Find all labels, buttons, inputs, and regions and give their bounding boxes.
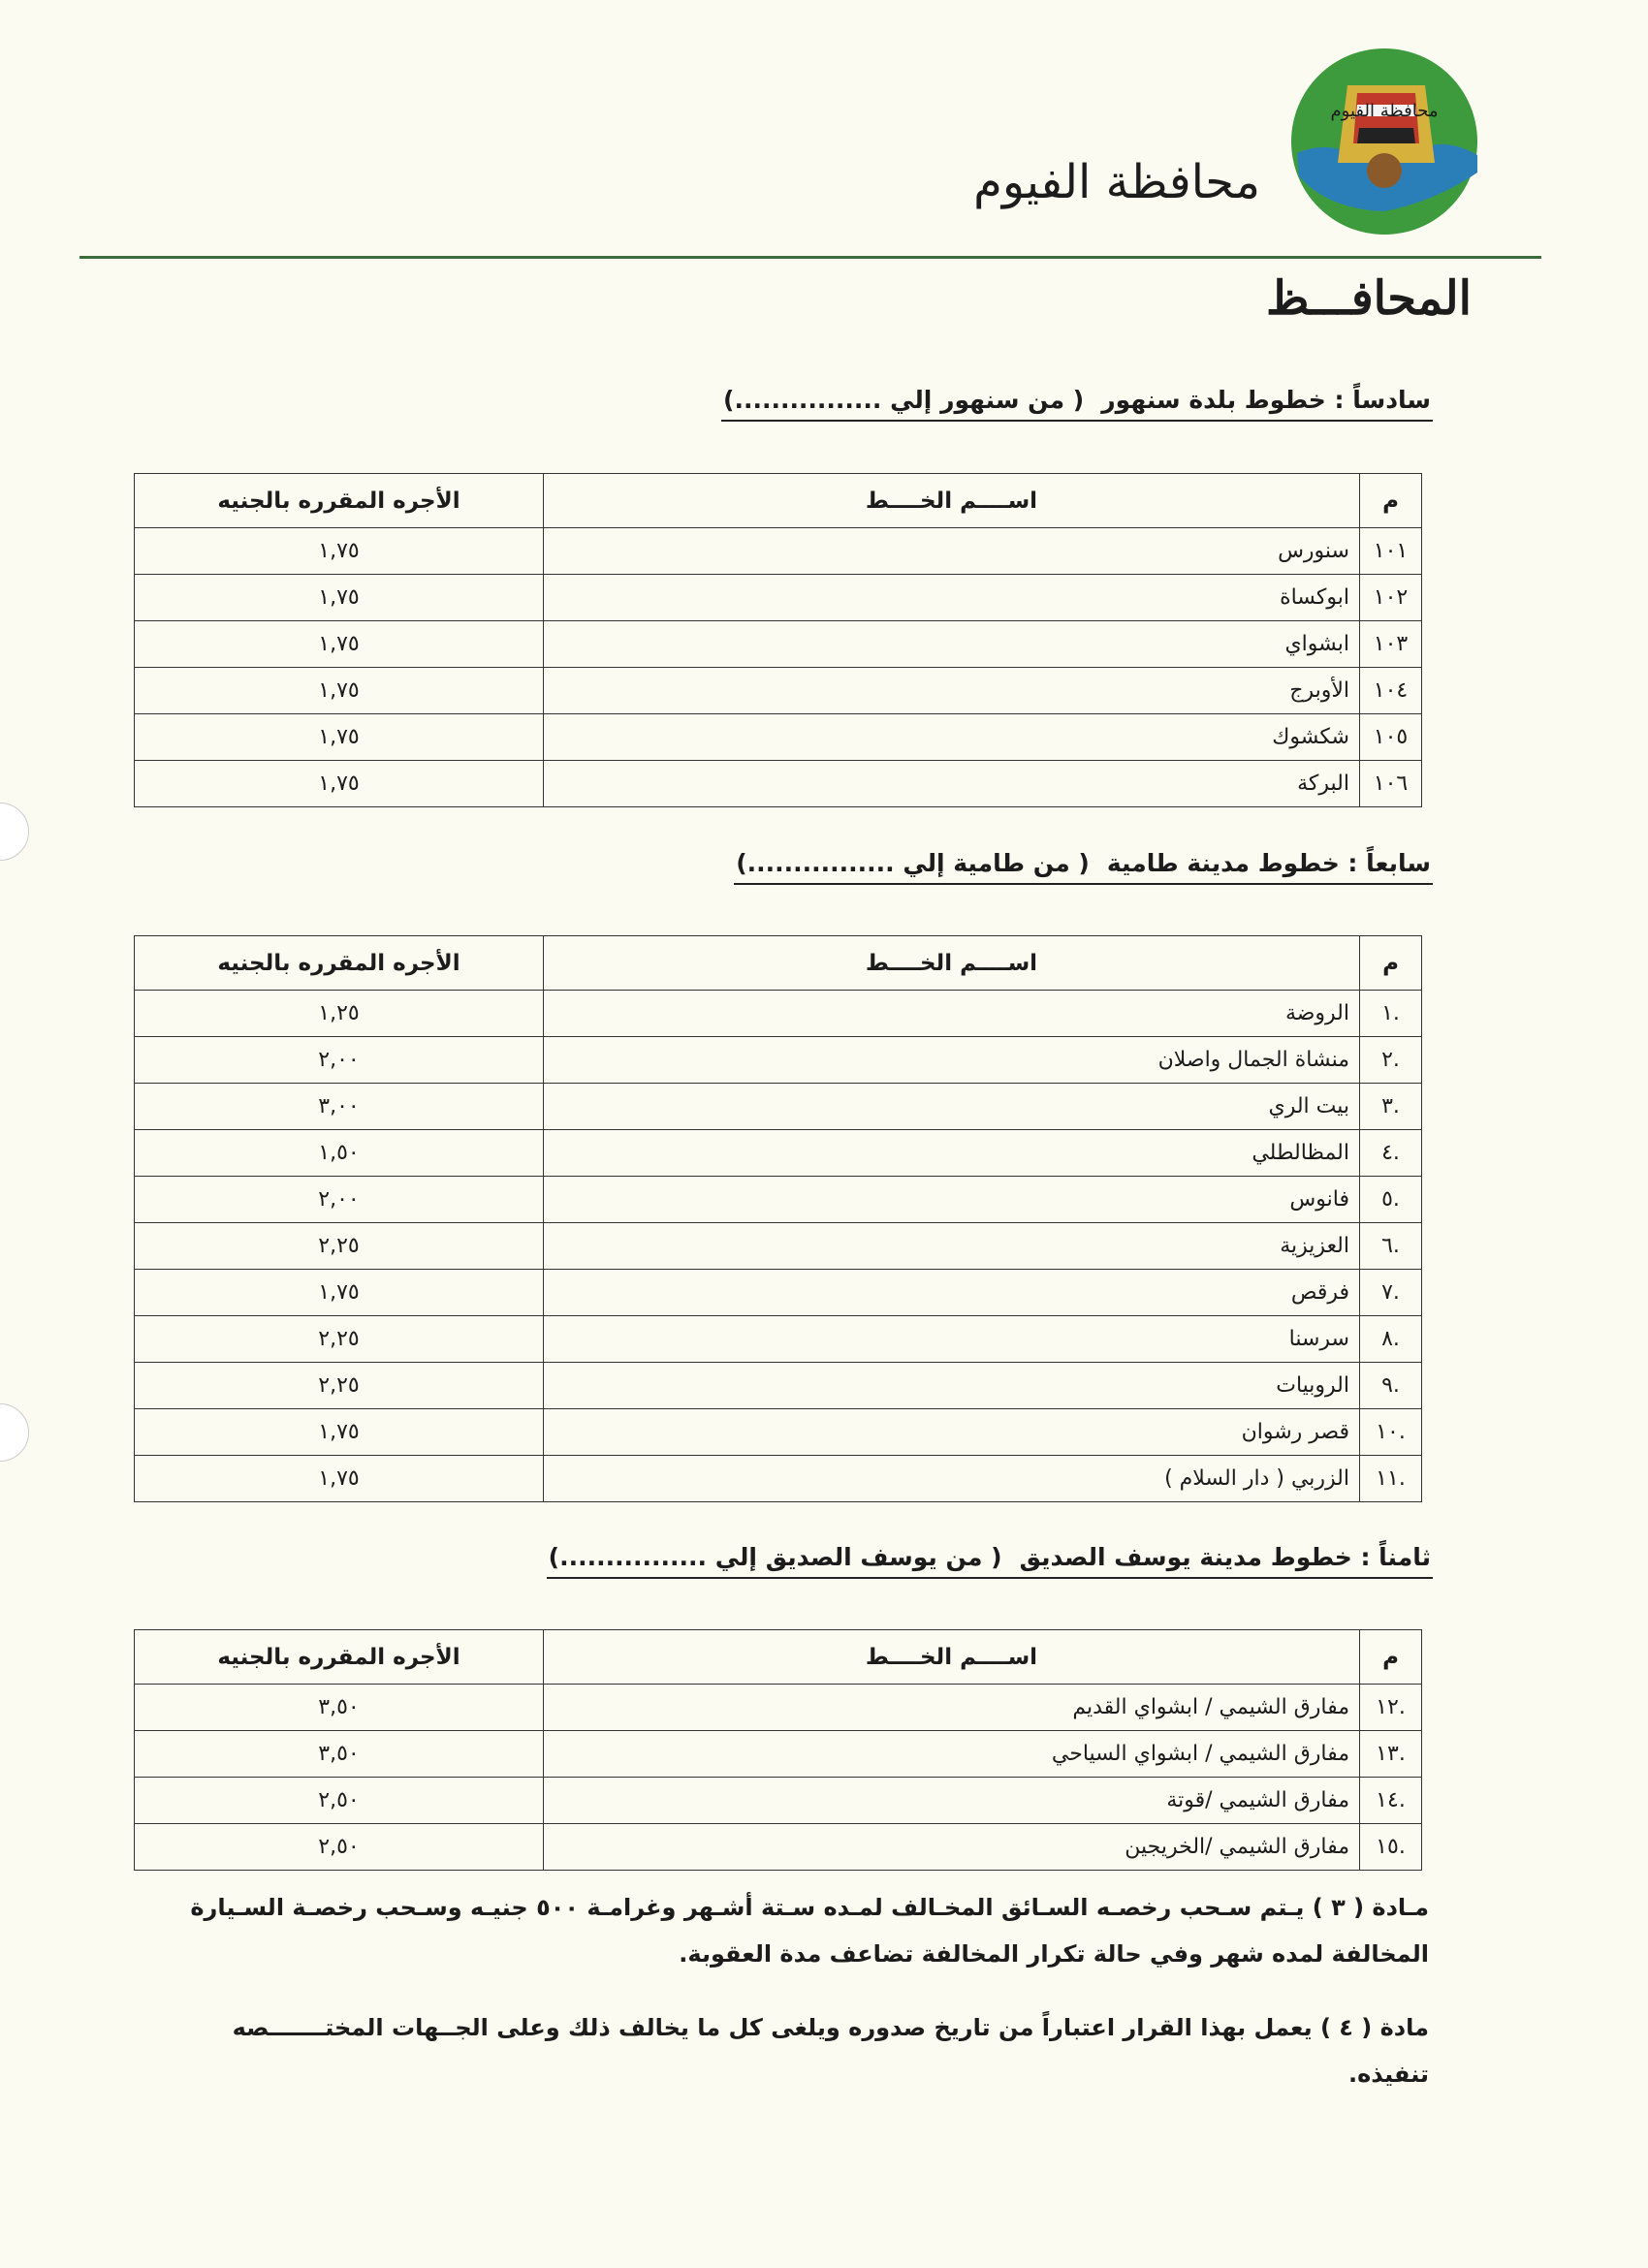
- table-row: [135, 1084, 1422, 1130]
- article-4: مادة ( ٤ ) يعمل بهذا القرار اعتباراً من تاريخ صدوره ويلغى كل ما يخالف ذلك وعلى الجــهات المختـــــــصه تنفيذه.: [232, 2014, 1429, 2088]
- route-fare: ١,٢٥: [135, 991, 544, 1037]
- section-heading-6: [721, 386, 1433, 422]
- route-name: سرسنا: [544, 1316, 1360, 1363]
- table-row: [135, 575, 1422, 621]
- office-title: المحافـــظ: [1265, 271, 1472, 326]
- route-name: المظالطلي: [544, 1130, 1360, 1177]
- col-header-name: اســــم الخــــط: [544, 1630, 1360, 1685]
- table-header-row: [135, 474, 1422, 528]
- route-name: قصر رشوان: [544, 1409, 1360, 1456]
- table-row: [135, 1363, 1422, 1409]
- route-fare: ١,٧٥: [135, 621, 544, 668]
- table-row: [135, 621, 1422, 668]
- table-row: [135, 1037, 1422, 1084]
- row-no: .١٢: [1360, 1685, 1422, 1731]
- table-header-row: [135, 1630, 1422, 1685]
- col-header-fare: الأجره المقرره بالجنيه: [135, 474, 544, 528]
- section-heading-8: [547, 1543, 1433, 1579]
- route-fare: ٢,٠٠: [135, 1037, 544, 1084]
- table-row: [135, 1778, 1422, 1824]
- route-name: مفارق الشيمي /الخريجين: [544, 1824, 1360, 1871]
- row-no: ١٠٦: [1360, 761, 1422, 807]
- col-header-no: م: [1360, 936, 1422, 991]
- table-row: [135, 1130, 1422, 1177]
- article-3: [155, 1884, 1429, 1977]
- section-title: سابعاً : خطوط مدينة طامية: [1106, 849, 1431, 877]
- route-name: منشاة الجمال واصلان: [544, 1037, 1360, 1084]
- route-name: مفارق الشيمي /قوتة: [544, 1778, 1360, 1824]
- section-heading-7: [734, 849, 1433, 885]
- table-row: [135, 1177, 1422, 1223]
- row-no: .١٣: [1360, 1731, 1422, 1778]
- table-row: [135, 1731, 1422, 1778]
- route-name: البركة: [544, 761, 1360, 807]
- row-no: ١٠٢: [1360, 575, 1422, 621]
- section-from: ( من يوسف الصديق إلي ................): [548, 1543, 1002, 1571]
- route-name: سنورس: [544, 528, 1360, 575]
- route-fare: ٣,٥٠: [135, 1731, 544, 1778]
- route-fare: ٢,٢٥: [135, 1316, 544, 1363]
- row-no: .٦: [1360, 1223, 1422, 1270]
- table-row: [135, 668, 1422, 714]
- route-name: فرقص: [544, 1270, 1360, 1316]
- col-header-fare: الأجره المقرره بالجنيه: [135, 936, 544, 991]
- route-name: شكشوك: [544, 714, 1360, 761]
- route-fare: ٢,٠٠: [135, 1177, 544, 1223]
- section-from: ( من سنهور إلي ................): [723, 386, 1085, 414]
- routes-table-8: [134, 1629, 1422, 1871]
- route-fare: ٢,٥٠: [135, 1824, 544, 1871]
- row-no: ١٠٣: [1360, 621, 1422, 668]
- col-header-name: اســــم الخــــط: [544, 936, 1360, 991]
- governorate-title: محافظة الفيوم: [973, 155, 1260, 209]
- row-no: .١١: [1360, 1456, 1422, 1502]
- route-fare: ١,٧٥: [135, 575, 544, 621]
- table-row: [135, 714, 1422, 761]
- routes-table-6: [134, 473, 1422, 807]
- route-fare: ١,٧٥: [135, 1456, 544, 1502]
- row-no: .١٥: [1360, 1824, 1422, 1871]
- header-divider: [79, 256, 1541, 259]
- route-name: الزربي ( دار السلام ): [544, 1456, 1360, 1502]
- routes-table-7: [134, 935, 1422, 1502]
- col-header-fare: الأجره المقرره بالجنيه: [135, 1630, 544, 1685]
- route-fare: ١,٧٥: [135, 714, 544, 761]
- table-row: [135, 1685, 1422, 1731]
- route-name: فانوس: [544, 1177, 1360, 1223]
- col-header-no: م: [1360, 474, 1422, 528]
- route-fare: ٣,٥٠: [135, 1685, 544, 1731]
- route-fare: ٢,٢٥: [135, 1223, 544, 1270]
- route-name: ابشواي: [544, 621, 1360, 668]
- article-3-line-1: مـادة ( ٣ ) يـتم سـحب رخصـه السـائق المخـالف لمـده سـتة أشـهر وغرامـة ٥٠٠ جنيـه وسـحب رخصـة السـيارة: [190, 1894, 1429, 1921]
- svg-text:محافظة الفيوم: محافظة الفيوم: [1330, 101, 1439, 121]
- route-name: مفارق الشيمي / ابشواي القديم: [544, 1685, 1360, 1731]
- table-row: [135, 1456, 1422, 1502]
- row-no: .٨: [1360, 1316, 1422, 1363]
- row-no: .١٤: [1360, 1778, 1422, 1824]
- article-3-line-2: المخالفة لمده شهر وفي حالة تكرار المخالفة تضاعف مدة العقوبة.: [679, 1940, 1429, 1968]
- row-no: .٣: [1360, 1084, 1422, 1130]
- route-fare: ١,٧٥: [135, 1409, 544, 1456]
- row-no: .٤: [1360, 1130, 1422, 1177]
- governorate-logo: [1289, 47, 1479, 236]
- route-fare: ١,٥٠: [135, 1130, 544, 1177]
- route-name: مفارق الشيمي / ابشواي السياحي: [544, 1731, 1360, 1778]
- table-row: [135, 761, 1422, 807]
- table-row: [135, 1824, 1422, 1871]
- route-name: بيت الري: [544, 1084, 1360, 1130]
- route-name: الروضة: [544, 991, 1360, 1037]
- section-title: ثامناً : خطوط مدينة يوسف الصديق: [1019, 1543, 1431, 1571]
- row-no: ١٠١: [1360, 528, 1422, 575]
- row-no: .٩: [1360, 1363, 1422, 1409]
- route-name: العزيزية: [544, 1223, 1360, 1270]
- table-row: [135, 991, 1422, 1037]
- binder-hole: [0, 803, 29, 861]
- table-row: [135, 1223, 1422, 1270]
- table-row: [135, 1316, 1422, 1363]
- row-no: .١: [1360, 991, 1422, 1037]
- route-fare: ١,٧٥: [135, 1270, 544, 1316]
- col-header-no: م: [1360, 1630, 1422, 1685]
- row-no: .٥: [1360, 1177, 1422, 1223]
- route-fare: ١,٧٥: [135, 528, 544, 575]
- route-fare: ٣,٠٠: [135, 1084, 544, 1130]
- row-no: .٢: [1360, 1037, 1422, 1084]
- table-row: [135, 1409, 1422, 1456]
- table-row: [135, 528, 1422, 575]
- table-row: [135, 1270, 1422, 1316]
- section-from: ( من طامية إلي ................): [736, 849, 1090, 877]
- route-name: ابوكساة: [544, 575, 1360, 621]
- row-no: ١٠٤: [1360, 668, 1422, 714]
- row-no: .٧: [1360, 1270, 1422, 1316]
- row-no: ١٠٥: [1360, 714, 1422, 761]
- col-header-name: اســــم الخــــط: [544, 474, 1360, 528]
- route-fare: ١,٧٥: [135, 668, 544, 714]
- route-fare: ٢,٥٠: [135, 1778, 544, 1824]
- binder-hole: [0, 1403, 29, 1462]
- row-no: .١٠: [1360, 1409, 1422, 1456]
- section-title: سادساً : خطوط بلدة سنهور: [1101, 386, 1431, 414]
- route-name: الأوبرج: [544, 668, 1360, 714]
- route-fare: ١,٧٥: [135, 761, 544, 807]
- route-fare: ٢,٢٥: [135, 1363, 544, 1409]
- route-name: الروبيات: [544, 1363, 1360, 1409]
- table-header-row: [135, 936, 1422, 991]
